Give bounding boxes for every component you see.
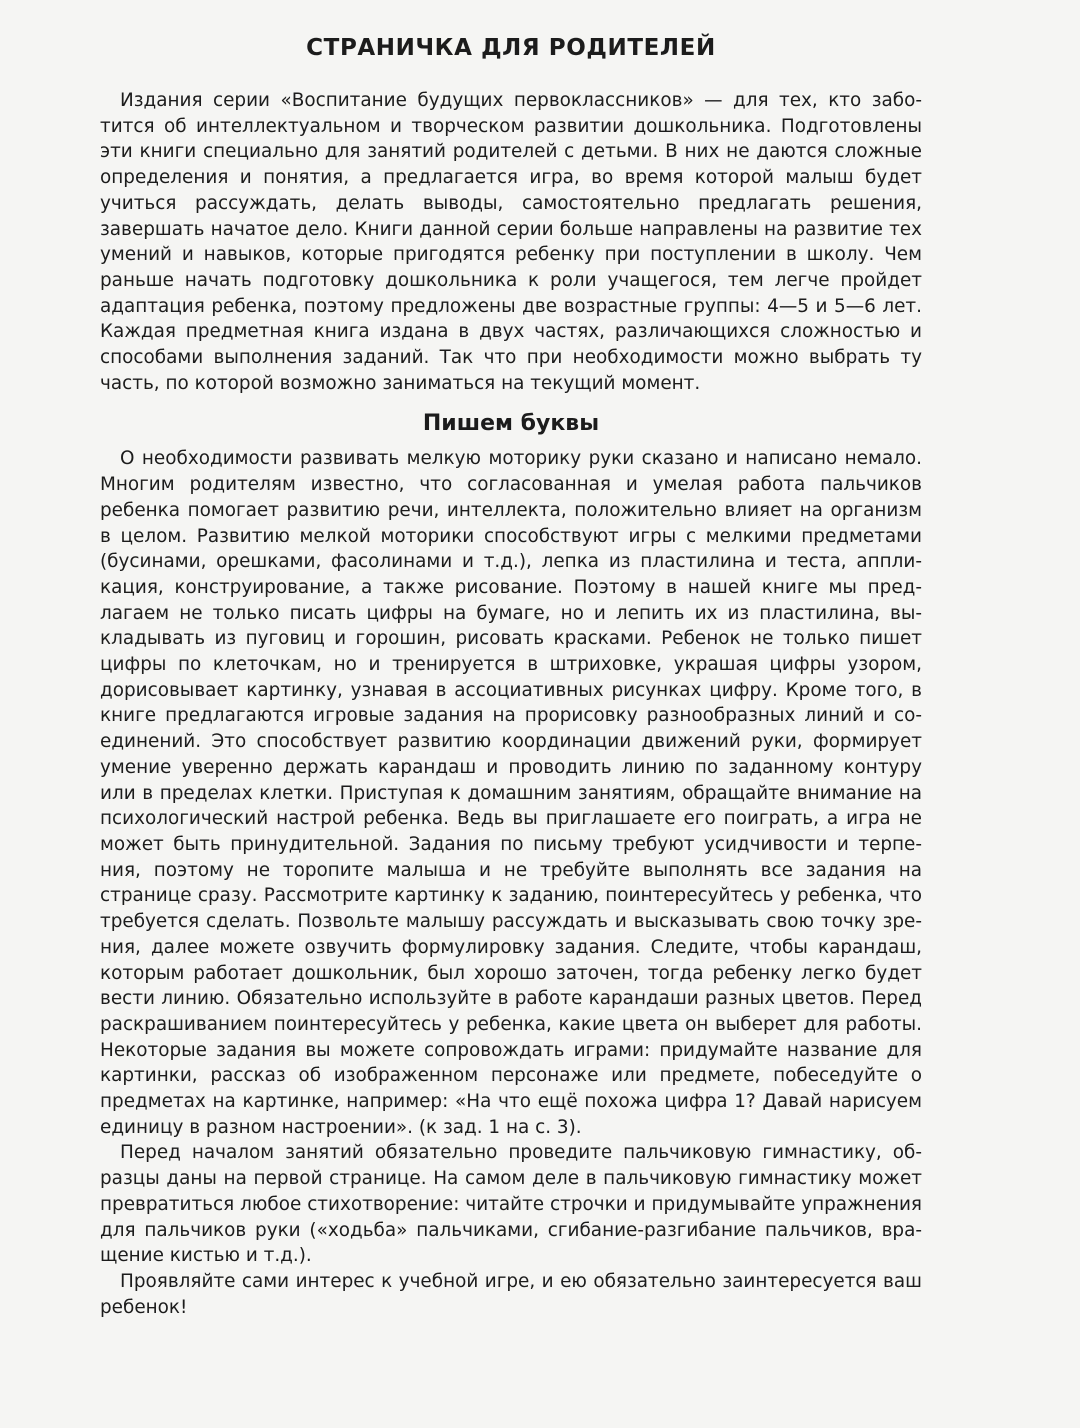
body-paragraph-3: Проявляйте сами интерес к учебной игре, и ею обязательно заинтересуется ваш ребенок!	[100, 1270, 922, 1318]
section-title: Пишем буквы	[422, 411, 600, 437]
intro-paragraph: Издания серии «Воспитание будущих первоклассников» — для тех, кто заботится об интеллектуальном и творческом развитии дошкольника. Подготовлены эти книги специально для занятий родителей с детьми. В них не даются сложные определения и понятия, а предлагается игра, во время которой малыш будет учиться рассуждать, делать выводы, самостоятельно предлагать решения, завершать начатое дело. Книги данной серии больше направлены на развитие тех умений и навыков, которые пригодятся ребенку при поступлении в школу. Чем раньше начать подготовку дошкольника к роли учащегося, тем легче пройдет адаптация ребенка, поэтому предложены две возрастные группы: 4—5 и 5—6 лет. Каждая предметная книга издана в двух частях, различающихся сложностью и способами выполнения заданий. Так что при необходимости можно выбрать ту часть, по которой возможно заниматься на текущий момент.	[100, 90, 922, 394]
page-title: СТРАНИЧКА ДЛЯ РОДИТЕЛЕЙ	[306, 35, 716, 61]
body-paragraph-1: О необходимости развивать мелкую моторику руки сказано и написано немало. Многим родителям известно, что согласованная и умелая работа пальчиков ребенка помогает развитию речи, интеллекта, положительно влияет на организм в целом. Развитию мелкой моторики способствуют игры с мелкими предметами (бусинами, орешками, фасолинами и т.д.), лепка из пластилина и теста, аппликация, конструирование, а также рисование. Поэтому в нашей книге мы предлагаем не только писать цифры на бумаге, но и лепить их из пластилина, выкладывать из пуговиц и горошин, рисовать красками. Ребенок не только пишет цифры по клеточкам, но и тренируется в штриховке, украшая цифры узором, дорисовывает картинку, узнавая в ассоциативных рисунках цифру. Кроме того, в книге предлагаются игровые задания на прорисовку разнообразных линий и соединений. Это способствует развитию координации движений руки, формирует умение уверенно держать карандаш и проводить линию по заданному контуру или в пределах клетки. Приступая к домашним занятиям, обращайте внимание на психологический настрой ребенка. Ведь вы приглашаете его поиграть, а игра не может быть принудительной. Задания по письму требуют усидчивости и терпения, поэтому не торопите малыша и не требуйте выполнять все задания на странице сразу. Рассмотрите картинку к заданию, поинтересуйтесь у ребенка, что требуется сделать. Позвольте малышу рассуждать и высказывать свою точку зрения, далее можете озвучить формулировку задания. Следите, чтобы карандаш, которым работает дошкольник, был хорошо заточен, тогда ребенку легко будет вести линию. Обязательно используйте в работе карандаши разных цветов. Перед раскрашиванием поинтересуйтесь у ребенка, какие цвета он выберет для работы. Некоторые задания вы можете сопровождать играми: придумайте название для картинки, рассказ об изображенном персонаже или предмете, побеседуйте о предметах на картинке, например: «На что ещё похожа цифра 1? Давай нарисуем единицу в разном настроении». (к зад. 1 на с. 3).	[100, 448, 922, 1138]
body-paragraph-2: Перед началом занятий обязательно проведите пальчиковую гимнастику, образцы даны на первой странице. На самом деле в пальчиковую гимнастику может превратиться любое стихотворение: читайте строчки и придумывайте упражнения для пальчиков руки («ходьба» пальчиками, сгибание-разгибание пальчиков, вращение кистью и т.д.).	[100, 1142, 922, 1267]
